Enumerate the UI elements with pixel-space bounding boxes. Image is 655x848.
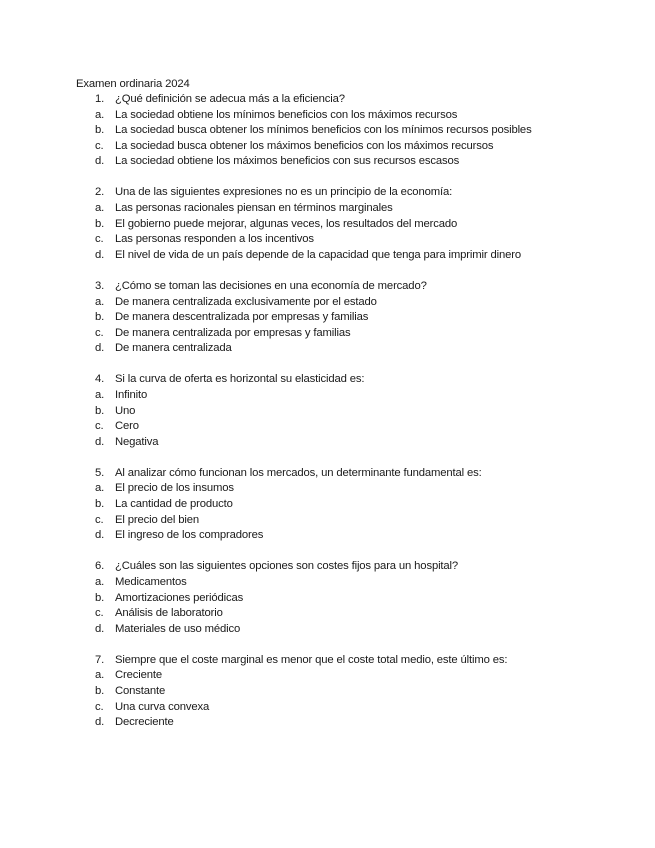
question-5 [0,466,655,544]
question-text: Siempre que el coste marginal es menor que el coste total medio, este último es: [115,653,508,666]
option-letter: b. [95,217,105,230]
question-number: 6. [95,560,105,573]
option-b [0,684,655,700]
option-text: Negativa [115,435,159,448]
option-text: Medicamentos [115,575,187,588]
option-text: Las personas responden a los incentivos [115,233,314,246]
option-letter: d. [95,248,105,261]
option-text: La sociedad busca obtener los mínimos beneficios con los mínimos recursos posibles [115,124,532,137]
option-text: El gobierno puede mejorar, algunas veces, los resultados del mercado [115,217,458,230]
option-text: De manera centralizada [115,342,232,355]
option-a [0,668,655,684]
option-a [0,108,655,124]
option-c [0,326,655,342]
question-1 [0,92,655,170]
question-stem [0,185,655,201]
question-stem [0,559,655,575]
option-text: Materiales de uso médico [115,622,241,635]
option-text: La sociedad obtiene los máximos beneficios con sus recursos escasos [115,155,460,168]
question-6 [0,559,655,637]
option-d [0,715,655,731]
option-letter: a. [95,669,105,682]
option-b [0,123,655,139]
option-a [0,388,655,404]
option-text: La sociedad busca obtener los máximos beneficios con los máximos recursos [115,139,494,152]
option-letter: a. [95,482,105,495]
option-a [0,295,655,311]
option-letter: d. [95,622,105,635]
option-letter: d. [95,342,105,355]
question-text: Si la curva de oferta es horizontal su elasticidad es: [115,373,365,386]
option-letter: c. [95,607,104,620]
question-stem [0,279,655,295]
option-text: Constante [115,685,166,697]
option-c [0,513,655,529]
option-letter: a. [95,108,105,121]
option-letter: a. [95,202,105,215]
option-text: Las personas racionales piensan en términos marginales [115,202,393,215]
question-number: 7. [95,653,105,666]
question-stem [0,653,655,669]
option-text: De manera descentralizada por empresas y familias [115,311,369,324]
option-text: Uno [115,404,136,417]
question-text: ¿Qué definición se adecua más a la eficiencia? [115,93,345,105]
option-letter: b. [95,311,105,324]
option-text: El precio del bien [115,513,199,526]
option-letter: d. [95,435,105,448]
question-number: 4. [95,373,105,386]
question-text: Una de las siguientes expresiones no es un principio de la economía: [115,186,453,199]
option-letter: b. [95,498,105,511]
option-a [0,201,655,217]
question-stem [0,92,655,108]
option-letter: c. [95,420,104,433]
option-c [0,139,655,155]
option-text: De manera centralizada por empresas y familias [115,326,351,339]
option-text: El ingreso de los compradores [115,529,264,542]
question-4 [0,372,655,450]
question-stem [0,466,655,482]
option-letter: c. [95,139,104,152]
option-letter: d. [95,529,105,542]
question-text: Al analizar cómo funcionan los mercados, un determinante fundamental es: [115,466,482,479]
option-c [0,700,655,716]
option-text: Análisis de laboratorio [115,607,223,620]
question-2 [0,185,655,263]
option-text: Cero [115,420,139,433]
option-d [0,154,655,170]
question-number: 5. [95,466,105,479]
option-d [0,435,655,451]
option-letter: b. [95,591,105,604]
option-text: El nivel de vida de un país depende de la capacidad que tenga para imprimir dinero [115,248,521,261]
option-text: De manera centralizada exclusivamente por el estado [115,295,377,308]
option-d [0,528,655,544]
question-text: ¿Cuáles son las siguientes opciones son costes fijos para un hospital? [115,560,459,573]
option-text: La cantidad de producto [115,498,233,511]
option-d [0,622,655,638]
option-d [0,341,655,357]
option-letter: d. [95,155,105,168]
option-b [0,497,655,513]
option-letter: a. [95,575,105,588]
option-a [0,481,655,497]
option-letter: b. [95,124,105,137]
option-text: Amortizaciones periódicas [115,591,244,604]
question-number: 3. [95,279,105,292]
option-c [0,419,655,435]
question-text: ¿Cómo se toman las decisiones en una economía de mercado? [115,279,427,292]
option-a [0,575,655,591]
option-text: Creciente [115,669,162,682]
option-letter: d. [95,716,105,729]
question-number: 1. [95,93,105,105]
option-b [0,591,655,607]
option-b [0,310,655,326]
option-letter: c. [95,233,104,246]
option-letter: c. [95,326,104,339]
question-stem [0,372,655,388]
option-letter: b. [95,404,105,417]
option-b [0,217,655,233]
question-number: 2. [95,186,105,199]
option-text: Decreciente [115,716,174,729]
option-letter: a. [95,295,105,308]
option-text: El precio de los insumos [115,482,234,495]
question-7 [0,653,655,731]
option-text: Una curva convexa [115,700,210,713]
option-c [0,232,655,248]
option-b [0,404,655,420]
option-letter: c. [95,513,104,526]
exam-title: Examen ordinaria 2024 [76,78,190,90]
option-letter: a. [95,389,105,401]
option-text: La sociedad obtiene los mínimos beneficios con los máximos recursos [115,108,458,121]
option-letter: b. [95,685,105,697]
question-list [0,92,655,746]
question-3 [0,279,655,357]
option-text: Infinito [115,389,148,401]
option-letter: c. [95,700,104,713]
option-c [0,606,655,622]
option-d [0,248,655,264]
